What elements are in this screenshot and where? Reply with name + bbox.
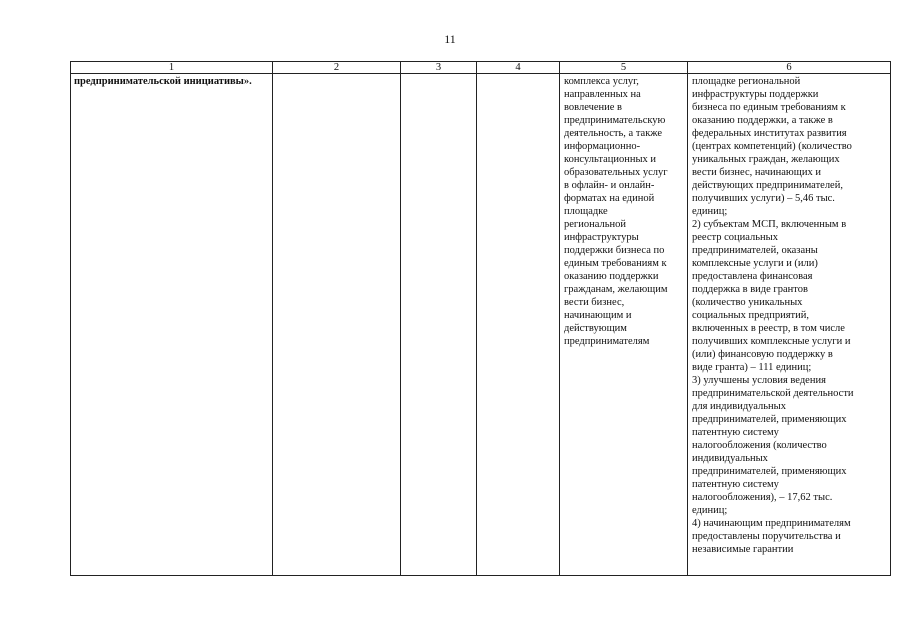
column-header-5: 5 <box>560 62 688 74</box>
table-row <box>71 74 891 576</box>
column-header-1: 1 <box>71 62 273 74</box>
cell-col-1: предпринимательской инициативы». <box>71 74 273 576</box>
column-header-2: 2 <box>273 62 401 74</box>
column-header-3: 3 <box>401 62 477 74</box>
column-header-4: 4 <box>477 62 560 74</box>
cell-col-5: комплекса услуг, направленных на вовлечение в предпринимательскую деятельность, а также информационно- консультационных и образовательных услуг в офлайн- и онлайн- форматах на единой площадке региональной инфраструктуры поддержки бизнеса по единым требованиям к оказанию поддержки гражданам, желающим вести бизнес, начинающим и действующим предпринимателям <box>560 74 688 576</box>
cell-col-2 <box>273 74 401 576</box>
column-header-6: 6 <box>688 62 891 74</box>
cell-col-6: площадке региональной инфраструктуры поддержки бизнеса по единым требованиям к оказанию поддержки, а также в федеральных институтах развития (центрах компетенций) (количество уникальных граждан, желающих вести бизнес, начинающих и действующих предпринимателей, получивших услуги) – 5,46 тыс. единиц; 2) субъектам МСП, включенным в реестр социальных предпринимателей, оказаны комплексные услуги и (или) предоставлена финансовая поддержка в виде грантов (количество уникальных социальных предприятий, включенных в реестр, в том числе получивших комплексные услуги и (или) финансовую поддержку в виде гранта) – 111 единиц; 3) улучшены условия ведения предпринимательской деятельности для индивидуальных предпринимателей, применяющих патентную систему налогообложения (количество индивидуальных предпринимателей, применяющих патентную систему налогообложения), – 17,62 тыс. единиц; 4) начинающим предпринимателям предоставлены поручительства и независимые гарантии <box>688 74 891 576</box>
page-number: 11 <box>444 32 456 46</box>
document-table <box>70 61 891 576</box>
table-header-row <box>71 62 891 74</box>
cell-col-3 <box>401 74 477 576</box>
cell-col-4 <box>477 74 560 576</box>
